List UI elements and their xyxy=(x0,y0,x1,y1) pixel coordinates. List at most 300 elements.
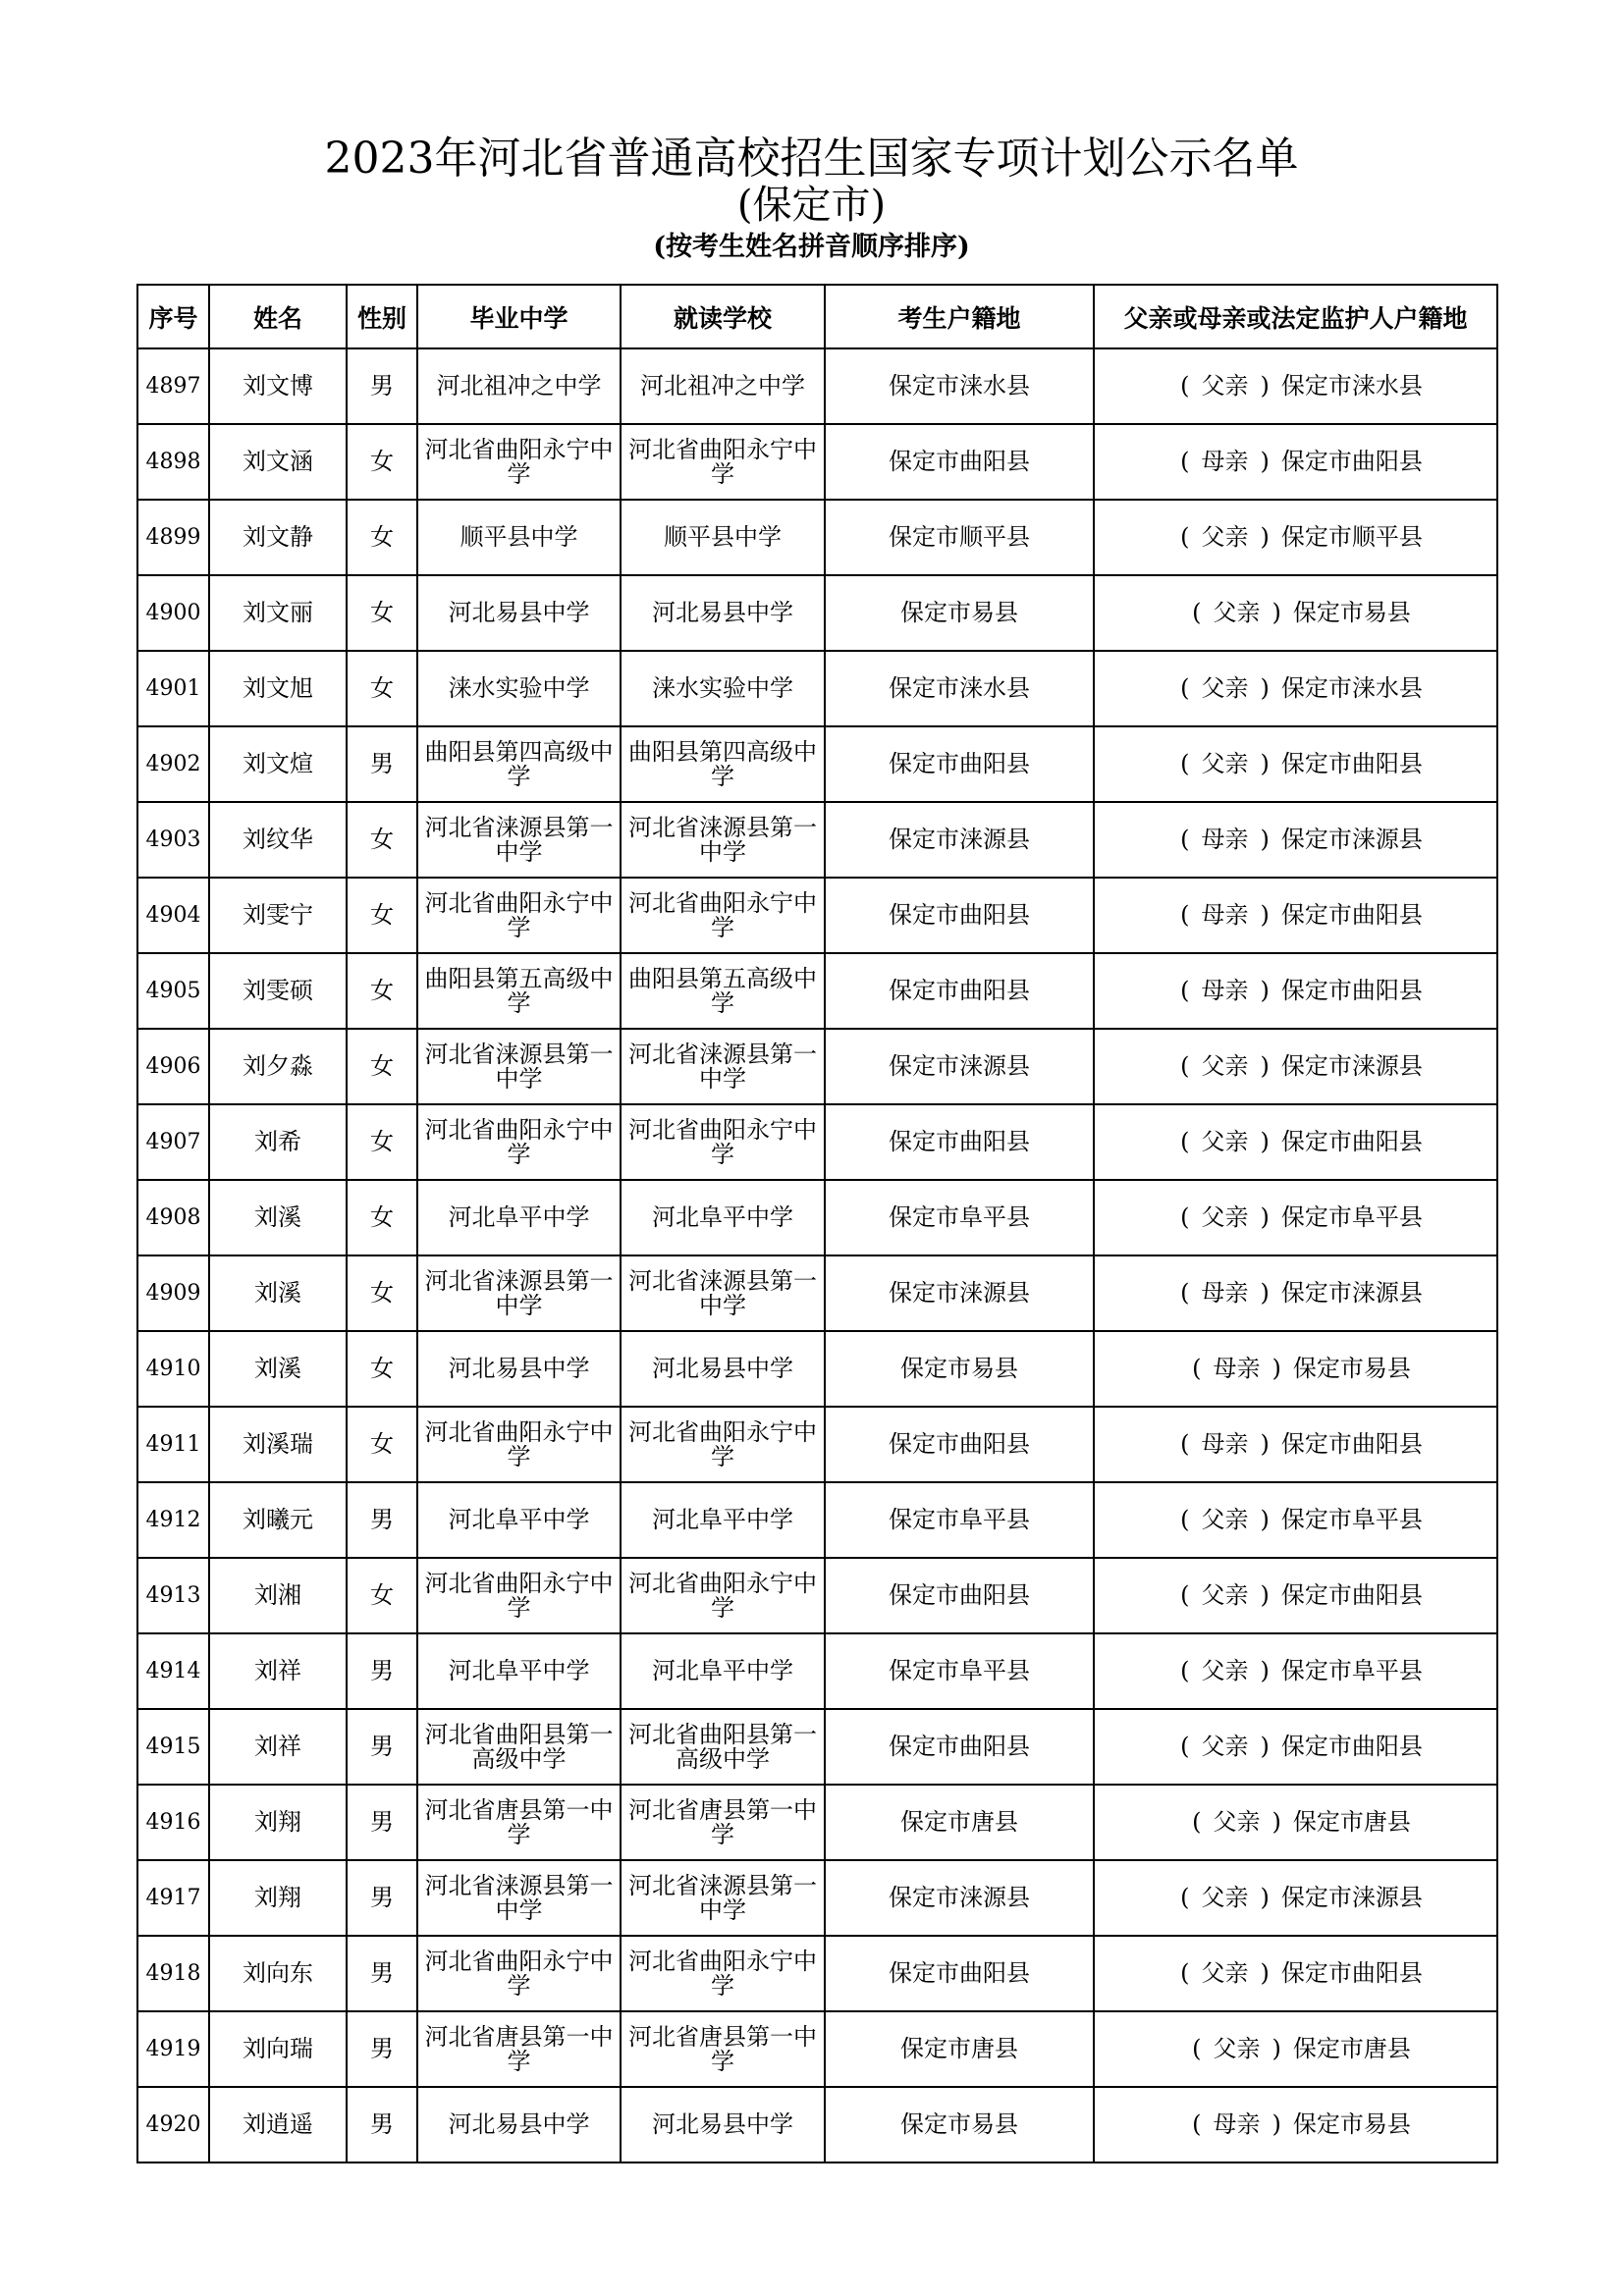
cell-guardian xyxy=(1094,424,1497,500)
cell-gender: 男 xyxy=(347,348,417,424)
guardian-relation: 父亲 xyxy=(1213,1808,1261,1836)
open-paren: ( xyxy=(1180,826,1190,853)
cell-seq: 4914 xyxy=(137,1633,209,1709)
open-paren: ( xyxy=(1192,1808,1202,1836)
open-paren: ( xyxy=(1180,1581,1190,1609)
guardian-relation: 父亲 xyxy=(1201,372,1249,400)
open-paren: ( xyxy=(1180,1052,1190,1080)
guardian-relation: 父亲 xyxy=(1213,2035,1261,2062)
open-paren: ( xyxy=(1180,1959,1190,1987)
cell-residence: 保定市涞源县 xyxy=(825,802,1094,878)
guardian-relation: 母亲 xyxy=(1201,1430,1249,1458)
table-row xyxy=(137,802,1497,878)
cell-name: 刘祥 xyxy=(209,1709,347,1785)
cell-grad-school: 河北省唐县第一中学 xyxy=(417,1785,621,1860)
cell-name: 刘文涵 xyxy=(209,424,347,500)
cell-seq: 4907 xyxy=(137,1104,209,1180)
open-paren: ( xyxy=(1192,599,1202,626)
guardian-residence: 保定市涞源县 xyxy=(1280,1279,1423,1307)
cell-seq: 4902 xyxy=(137,726,209,802)
cell-guardian xyxy=(1094,802,1497,878)
cell-residence: 保定市曲阳县 xyxy=(825,1709,1094,1785)
cell-residence: 保定市曲阳县 xyxy=(825,878,1094,953)
cell-seq: 4918 xyxy=(137,1936,209,2011)
open-paren: ( xyxy=(1180,448,1190,475)
table-row xyxy=(137,1785,1497,1860)
guardian-relation: 母亲 xyxy=(1213,2110,1261,2138)
close-paren: ) xyxy=(1271,2110,1281,2138)
cell-current-school: 河北祖冲之中学 xyxy=(621,348,825,424)
cell-grad-school: 曲阳县第四高级中学 xyxy=(417,726,621,802)
cell-current-school: 河北省唐县第一中学 xyxy=(621,2011,825,2087)
cell-seq: 4908 xyxy=(137,1180,209,1255)
cell-grad-school: 河北省曲阳永宁中学 xyxy=(417,878,621,953)
guardian-residence: 保定市唐县 xyxy=(1292,2035,1411,2062)
cell-residence: 保定市涞源县 xyxy=(825,1255,1094,1331)
close-paren: ) xyxy=(1271,1808,1281,1836)
cell-name: 刘纹华 xyxy=(209,802,347,878)
cell-gender: 男 xyxy=(347,2087,417,2163)
cell-current-school: 河北易县中学 xyxy=(621,1331,825,1407)
open-paren: ( xyxy=(1180,1884,1190,1911)
guardian-relation: 父亲 xyxy=(1201,523,1249,551)
table-row xyxy=(137,1331,1497,1407)
guardian-residence: 保定市曲阳县 xyxy=(1280,1733,1423,1760)
cell-name: 刘向瑞 xyxy=(209,2011,347,2087)
open-paren: ( xyxy=(1180,523,1190,551)
header-residence: 考生户籍地 xyxy=(825,285,1094,348)
guardian-residence: 保定市曲阳县 xyxy=(1280,977,1423,1004)
cell-name: 刘曦元 xyxy=(209,1482,347,1558)
guardian-relation: 父亲 xyxy=(1201,1581,1249,1609)
cell-gender: 女 xyxy=(347,1558,417,1633)
cell-guardian xyxy=(1094,878,1497,953)
guardian-residence: 保定市阜平县 xyxy=(1280,1203,1423,1231)
cell-guardian xyxy=(1094,1633,1497,1709)
cell-guardian xyxy=(1094,1104,1497,1180)
open-paren: ( xyxy=(1192,2035,1202,2062)
open-paren: ( xyxy=(1180,1203,1190,1231)
cell-gender: 女 xyxy=(347,953,417,1029)
cell-current-school: 河北省曲阳永宁中学 xyxy=(621,424,825,500)
cell-seq: 4919 xyxy=(137,2011,209,2087)
cell-grad-school: 河北易县中学 xyxy=(417,575,621,651)
cell-name: 刘溪瑞 xyxy=(209,1407,347,1482)
cell-name: 刘文静 xyxy=(209,500,347,575)
cell-residence: 保定市曲阳县 xyxy=(825,1558,1094,1633)
header-current-school: 就读学校 xyxy=(621,285,825,348)
table-row xyxy=(137,424,1497,500)
table-row xyxy=(137,1180,1497,1255)
guardian-residence: 保定市曲阳县 xyxy=(1280,901,1423,929)
close-paren: ) xyxy=(1260,1203,1270,1231)
cell-gender: 女 xyxy=(347,500,417,575)
roster-table xyxy=(136,284,1498,2163)
cell-guardian xyxy=(1094,2087,1497,2163)
table-row xyxy=(137,1104,1497,1180)
open-paren: ( xyxy=(1180,1279,1190,1307)
guardian-residence: 保定市顺平县 xyxy=(1280,523,1423,551)
cell-guardian xyxy=(1094,1482,1497,1558)
cell-name: 刘文煊 xyxy=(209,726,347,802)
cell-gender: 女 xyxy=(347,1331,417,1407)
guardian-relation: 父亲 xyxy=(1201,1203,1249,1231)
table-row xyxy=(137,726,1497,802)
table-row xyxy=(137,2011,1497,2087)
table-row xyxy=(137,651,1497,726)
cell-guardian xyxy=(1094,953,1497,1029)
cell-gender: 男 xyxy=(347,1709,417,1785)
cell-name: 刘雯宁 xyxy=(209,878,347,953)
guardian-relation: 母亲 xyxy=(1201,977,1249,1004)
cell-gender: 男 xyxy=(347,1860,417,1936)
cell-grad-school: 河北易县中学 xyxy=(417,2087,621,2163)
cell-current-school: 河北阜平中学 xyxy=(621,1633,825,1709)
cell-current-school: 曲阳县第四高级中学 xyxy=(621,726,825,802)
close-paren: ) xyxy=(1260,448,1270,475)
cell-gender: 女 xyxy=(347,1407,417,1482)
cell-guardian xyxy=(1094,1709,1497,1785)
table-row xyxy=(137,1558,1497,1633)
cell-seq: 4916 xyxy=(137,1785,209,1860)
cell-grad-school: 涞水实验中学 xyxy=(417,651,621,726)
open-paren: ( xyxy=(1180,901,1190,929)
cell-guardian xyxy=(1094,1558,1497,1633)
cell-seq: 4903 xyxy=(137,802,209,878)
cell-seq: 4915 xyxy=(137,1709,209,1785)
guardian-residence: 保定市涞水县 xyxy=(1280,674,1423,702)
guardian-relation: 母亲 xyxy=(1201,826,1249,853)
cell-residence: 保定市阜平县 xyxy=(825,1633,1094,1709)
cell-residence: 保定市易县 xyxy=(825,575,1094,651)
cell-grad-school: 河北省涞源县第一中学 xyxy=(417,1860,621,1936)
cell-residence: 保定市阜平县 xyxy=(825,1180,1094,1255)
guardian-relation: 母亲 xyxy=(1201,901,1249,929)
header-guardian-residence: 父亲或母亲或法定监护人户籍地 xyxy=(1094,285,1497,348)
close-paren: ) xyxy=(1260,523,1270,551)
cell-gender: 女 xyxy=(347,575,417,651)
guardian-relation: 母亲 xyxy=(1201,1279,1249,1307)
cell-grad-school: 河北省涞源县第一中学 xyxy=(417,1029,621,1104)
cell-name: 刘祥 xyxy=(209,1633,347,1709)
cell-current-school: 河北省曲阳永宁中学 xyxy=(621,1558,825,1633)
cell-grad-school: 河北省曲阳永宁中学 xyxy=(417,1407,621,1482)
cell-name: 刘文博 xyxy=(209,348,347,424)
cell-name: 刘溪 xyxy=(209,1331,347,1407)
table-row xyxy=(137,575,1497,651)
cell-residence: 保定市唐县 xyxy=(825,1785,1094,1860)
cell-gender: 男 xyxy=(347,726,417,802)
cell-grad-school: 河北省涞源县第一中学 xyxy=(417,802,621,878)
guardian-relation: 父亲 xyxy=(1201,1657,1249,1684)
cell-current-school: 曲阳县第五高级中学 xyxy=(621,953,825,1029)
table-row xyxy=(137,1936,1497,2011)
close-paren: ) xyxy=(1260,372,1270,400)
open-paren: ( xyxy=(1180,1733,1190,1760)
close-paren: ) xyxy=(1260,1581,1270,1609)
table-row xyxy=(137,1709,1497,1785)
cell-guardian xyxy=(1094,575,1497,651)
close-paren: ) xyxy=(1271,2035,1281,2062)
guardian-residence: 保定市易县 xyxy=(1292,1355,1411,1382)
cell-current-school: 河北省曲阳县第一高级中学 xyxy=(621,1709,825,1785)
table-row xyxy=(137,2087,1497,2163)
close-paren: ) xyxy=(1271,1355,1281,1382)
cell-gender: 女 xyxy=(347,878,417,953)
close-paren: ) xyxy=(1260,1657,1270,1684)
cell-current-school: 河北省曲阳永宁中学 xyxy=(621,878,825,953)
table-row xyxy=(137,953,1497,1029)
cell-gender: 男 xyxy=(347,1633,417,1709)
guardian-residence: 保定市涞源县 xyxy=(1280,826,1423,853)
cell-residence: 保定市顺平县 xyxy=(825,500,1094,575)
guardian-relation: 父亲 xyxy=(1201,1506,1249,1533)
cell-grad-school: 河北祖冲之中学 xyxy=(417,348,621,424)
cell-grad-school: 曲阳县第五高级中学 xyxy=(417,953,621,1029)
cell-gender: 女 xyxy=(347,651,417,726)
cell-seq: 4898 xyxy=(137,424,209,500)
close-paren: ) xyxy=(1260,1052,1270,1080)
cell-gender: 女 xyxy=(347,424,417,500)
guardian-residence: 保定市涞源县 xyxy=(1280,1052,1423,1080)
cell-current-school: 河北省唐县第一中学 xyxy=(621,1785,825,1860)
guardian-relation: 父亲 xyxy=(1213,599,1261,626)
cell-guardian xyxy=(1094,1180,1497,1255)
cell-residence: 保定市易县 xyxy=(825,1331,1094,1407)
open-paren: ( xyxy=(1192,2110,1202,2138)
cell-seq: 4913 xyxy=(137,1558,209,1633)
close-paren: ) xyxy=(1260,1884,1270,1911)
guardian-relation: 父亲 xyxy=(1201,1128,1249,1155)
cell-grad-school: 河北省曲阳永宁中学 xyxy=(417,1558,621,1633)
header-gender: 性别 xyxy=(347,285,417,348)
cell-grad-school: 河北阜平中学 xyxy=(417,1633,621,1709)
cell-seq: 4911 xyxy=(137,1407,209,1482)
cell-current-school: 河北省曲阳永宁中学 xyxy=(621,1936,825,2011)
guardian-residence: 保定市曲阳县 xyxy=(1280,448,1423,475)
cell-gender: 男 xyxy=(347,1785,417,1860)
cell-guardian xyxy=(1094,1407,1497,1482)
cell-current-school: 河北省涞源县第一中学 xyxy=(621,802,825,878)
open-paren: ( xyxy=(1180,1657,1190,1684)
close-paren: ) xyxy=(1260,901,1270,929)
cell-residence: 保定市唐县 xyxy=(825,2011,1094,2087)
open-paren: ( xyxy=(1180,977,1190,1004)
cell-name: 刘向东 xyxy=(209,1936,347,2011)
cell-residence: 保定市曲阳县 xyxy=(825,953,1094,1029)
cell-grad-school: 河北省唐县第一中学 xyxy=(417,2011,621,2087)
cell-guardian xyxy=(1094,500,1497,575)
cell-current-school: 顺平县中学 xyxy=(621,500,825,575)
open-paren: ( xyxy=(1180,750,1190,777)
cell-grad-school: 河北省曲阳永宁中学 xyxy=(417,424,621,500)
document-subtitle: (保定市) xyxy=(736,183,887,228)
cell-name: 刘夕淼 xyxy=(209,1029,347,1104)
cell-residence: 保定市涞水县 xyxy=(825,651,1094,726)
table-row xyxy=(137,1860,1497,1936)
cell-residence: 保定市曲阳县 xyxy=(825,424,1094,500)
cell-seq: 4912 xyxy=(137,1482,209,1558)
open-paren: ( xyxy=(1180,1128,1190,1155)
table-row xyxy=(137,500,1497,575)
cell-gender: 男 xyxy=(347,1482,417,1558)
guardian-residence: 保定市唐县 xyxy=(1292,1808,1411,1836)
cell-residence: 保定市涞水县 xyxy=(825,348,1094,424)
open-paren: ( xyxy=(1180,1506,1190,1533)
guardian-residence: 保定市阜平县 xyxy=(1280,1506,1423,1533)
cell-gender: 女 xyxy=(347,1255,417,1331)
cell-seq: 4910 xyxy=(137,1331,209,1407)
cell-gender: 女 xyxy=(347,1029,417,1104)
guardian-residence: 保定市易县 xyxy=(1292,2110,1411,2138)
table-row xyxy=(137,878,1497,953)
cell-grad-school: 河北省曲阳永宁中学 xyxy=(417,1104,621,1180)
header-name: 姓名 xyxy=(209,285,347,348)
header-grad-school: 毕业中学 xyxy=(417,285,621,348)
cell-guardian xyxy=(1094,651,1497,726)
cell-current-school: 河北省曲阳永宁中学 xyxy=(621,1407,825,1482)
cell-residence: 保定市涞源县 xyxy=(825,1860,1094,1936)
cell-current-school: 河北阜平中学 xyxy=(621,1482,825,1558)
guardian-residence: 保定市涞水县 xyxy=(1280,372,1423,400)
close-paren: ) xyxy=(1260,977,1270,1004)
cell-current-school: 河北省曲阳永宁中学 xyxy=(621,1104,825,1180)
cell-residence: 保定市曲阳县 xyxy=(825,726,1094,802)
cell-gender: 女 xyxy=(347,1180,417,1255)
guardian-relation: 母亲 xyxy=(1201,448,1249,475)
close-paren: ) xyxy=(1260,1733,1270,1760)
guardian-relation: 父亲 xyxy=(1201,1052,1249,1080)
cell-grad-school: 顺平县中学 xyxy=(417,500,621,575)
cell-current-school: 河北阜平中学 xyxy=(621,1180,825,1255)
close-paren: ) xyxy=(1260,1959,1270,1987)
cell-guardian xyxy=(1094,1936,1497,2011)
cell-guardian xyxy=(1094,726,1497,802)
cell-seq: 4906 xyxy=(137,1029,209,1104)
cell-residence: 保定市涞源县 xyxy=(825,1029,1094,1104)
cell-grad-school: 河北阜平中学 xyxy=(417,1180,621,1255)
cell-name: 刘文丽 xyxy=(209,575,347,651)
cell-seq: 4901 xyxy=(137,651,209,726)
cell-residence: 保定市易县 xyxy=(825,2087,1094,2163)
cell-current-school: 涞水实验中学 xyxy=(621,651,825,726)
close-paren: ) xyxy=(1260,750,1270,777)
cell-name: 刘翔 xyxy=(209,1785,347,1860)
close-paren: ) xyxy=(1271,599,1281,626)
cell-seq: 4917 xyxy=(137,1860,209,1936)
cell-name: 刘逍遥 xyxy=(209,2087,347,2163)
cell-grad-school: 河北省曲阳县第一高级中学 xyxy=(417,1709,621,1785)
cell-guardian xyxy=(1094,1255,1497,1331)
cell-seq: 4909 xyxy=(137,1255,209,1331)
guardian-residence: 保定市曲阳县 xyxy=(1280,1430,1423,1458)
cell-gender: 男 xyxy=(347,1936,417,2011)
guardian-residence: 保定市易县 xyxy=(1292,599,1411,626)
open-paren: ( xyxy=(1180,372,1190,400)
open-paren: ( xyxy=(1180,674,1190,702)
guardian-residence: 保定市涞源县 xyxy=(1280,1884,1423,1911)
open-paren: ( xyxy=(1180,1430,1190,1458)
guardian-residence: 保定市曲阳县 xyxy=(1280,750,1423,777)
cell-guardian xyxy=(1094,1785,1497,1860)
cell-seq: 4920 xyxy=(137,2087,209,2163)
close-paren: ) xyxy=(1260,1128,1270,1155)
cell-guardian xyxy=(1094,348,1497,424)
cell-name: 刘文旭 xyxy=(209,651,347,726)
guardian-relation: 父亲 xyxy=(1201,1733,1249,1760)
guardian-relation: 父亲 xyxy=(1201,1959,1249,1987)
header-seq: 序号 xyxy=(137,285,209,348)
cell-grad-school: 河北省曲阳永宁中学 xyxy=(417,1936,621,2011)
cell-gender: 女 xyxy=(347,1104,417,1180)
cell-gender: 女 xyxy=(347,802,417,878)
close-paren: ) xyxy=(1260,674,1270,702)
cell-name: 刘溪 xyxy=(209,1180,347,1255)
guardian-relation: 父亲 xyxy=(1201,1884,1249,1911)
cell-current-school: 河北易县中学 xyxy=(621,575,825,651)
table-row xyxy=(137,1029,1497,1104)
cell-current-school: 河北省涞源县第一中学 xyxy=(621,1860,825,1936)
cell-guardian xyxy=(1094,1860,1497,1936)
cell-gender: 男 xyxy=(347,2011,417,2087)
cell-name: 刘希 xyxy=(209,1104,347,1180)
close-paren: ) xyxy=(1260,1279,1270,1307)
close-paren: ) xyxy=(1260,826,1270,853)
cell-grad-school: 河北省涞源县第一中学 xyxy=(417,1255,621,1331)
table-row xyxy=(137,348,1497,424)
cell-grad-school: 河北易县中学 xyxy=(417,1331,621,1407)
cell-residence: 保定市曲阳县 xyxy=(825,1936,1094,2011)
table-row xyxy=(137,1255,1497,1331)
close-paren: ) xyxy=(1260,1430,1270,1458)
guardian-relation: 父亲 xyxy=(1201,674,1249,702)
cell-seq: 4905 xyxy=(137,953,209,1029)
cell-residence: 保定市曲阳县 xyxy=(825,1407,1094,1482)
cell-seq: 4897 xyxy=(137,348,209,424)
table-row xyxy=(137,1482,1497,1558)
guardian-relation: 母亲 xyxy=(1213,1355,1261,1382)
guardian-relation: 父亲 xyxy=(1201,750,1249,777)
cell-seq: 4899 xyxy=(137,500,209,575)
cell-current-school: 河北省涞源县第一中学 xyxy=(621,1255,825,1331)
cell-residence: 保定市阜平县 xyxy=(825,1482,1094,1558)
close-paren: ) xyxy=(1260,1506,1270,1533)
table-row xyxy=(137,1633,1497,1709)
sort-note: (按考生姓名拼音顺序排序) xyxy=(653,232,970,262)
document-title: 2023年河北省普通高校招生国家专项计划公示名单 xyxy=(324,133,1299,184)
cell-guardian xyxy=(1094,1331,1497,1407)
cell-guardian xyxy=(1094,2011,1497,2087)
header-row xyxy=(137,285,1497,348)
guardian-residence: 保定市阜平县 xyxy=(1280,1657,1423,1684)
cell-grad-school: 河北阜平中学 xyxy=(417,1482,621,1558)
cell-guardian xyxy=(1094,1029,1497,1104)
cell-current-school: 河北省涞源县第一中学 xyxy=(621,1029,825,1104)
cell-name: 刘翔 xyxy=(209,1860,347,1936)
cell-seq: 4900 xyxy=(137,575,209,651)
guardian-residence: 保定市曲阳县 xyxy=(1280,1959,1423,1987)
guardian-residence: 保定市曲阳县 xyxy=(1280,1128,1423,1155)
cell-name: 刘湘 xyxy=(209,1558,347,1633)
cell-name: 刘雯硕 xyxy=(209,953,347,1029)
cell-seq: 4904 xyxy=(137,878,209,953)
cell-current-school: 河北易县中学 xyxy=(621,2087,825,2163)
table-row xyxy=(137,1407,1497,1482)
open-paren: ( xyxy=(1192,1355,1202,1382)
cell-residence: 保定市曲阳县 xyxy=(825,1104,1094,1180)
guardian-residence: 保定市曲阳县 xyxy=(1280,1581,1423,1609)
cell-name: 刘溪 xyxy=(209,1255,347,1331)
